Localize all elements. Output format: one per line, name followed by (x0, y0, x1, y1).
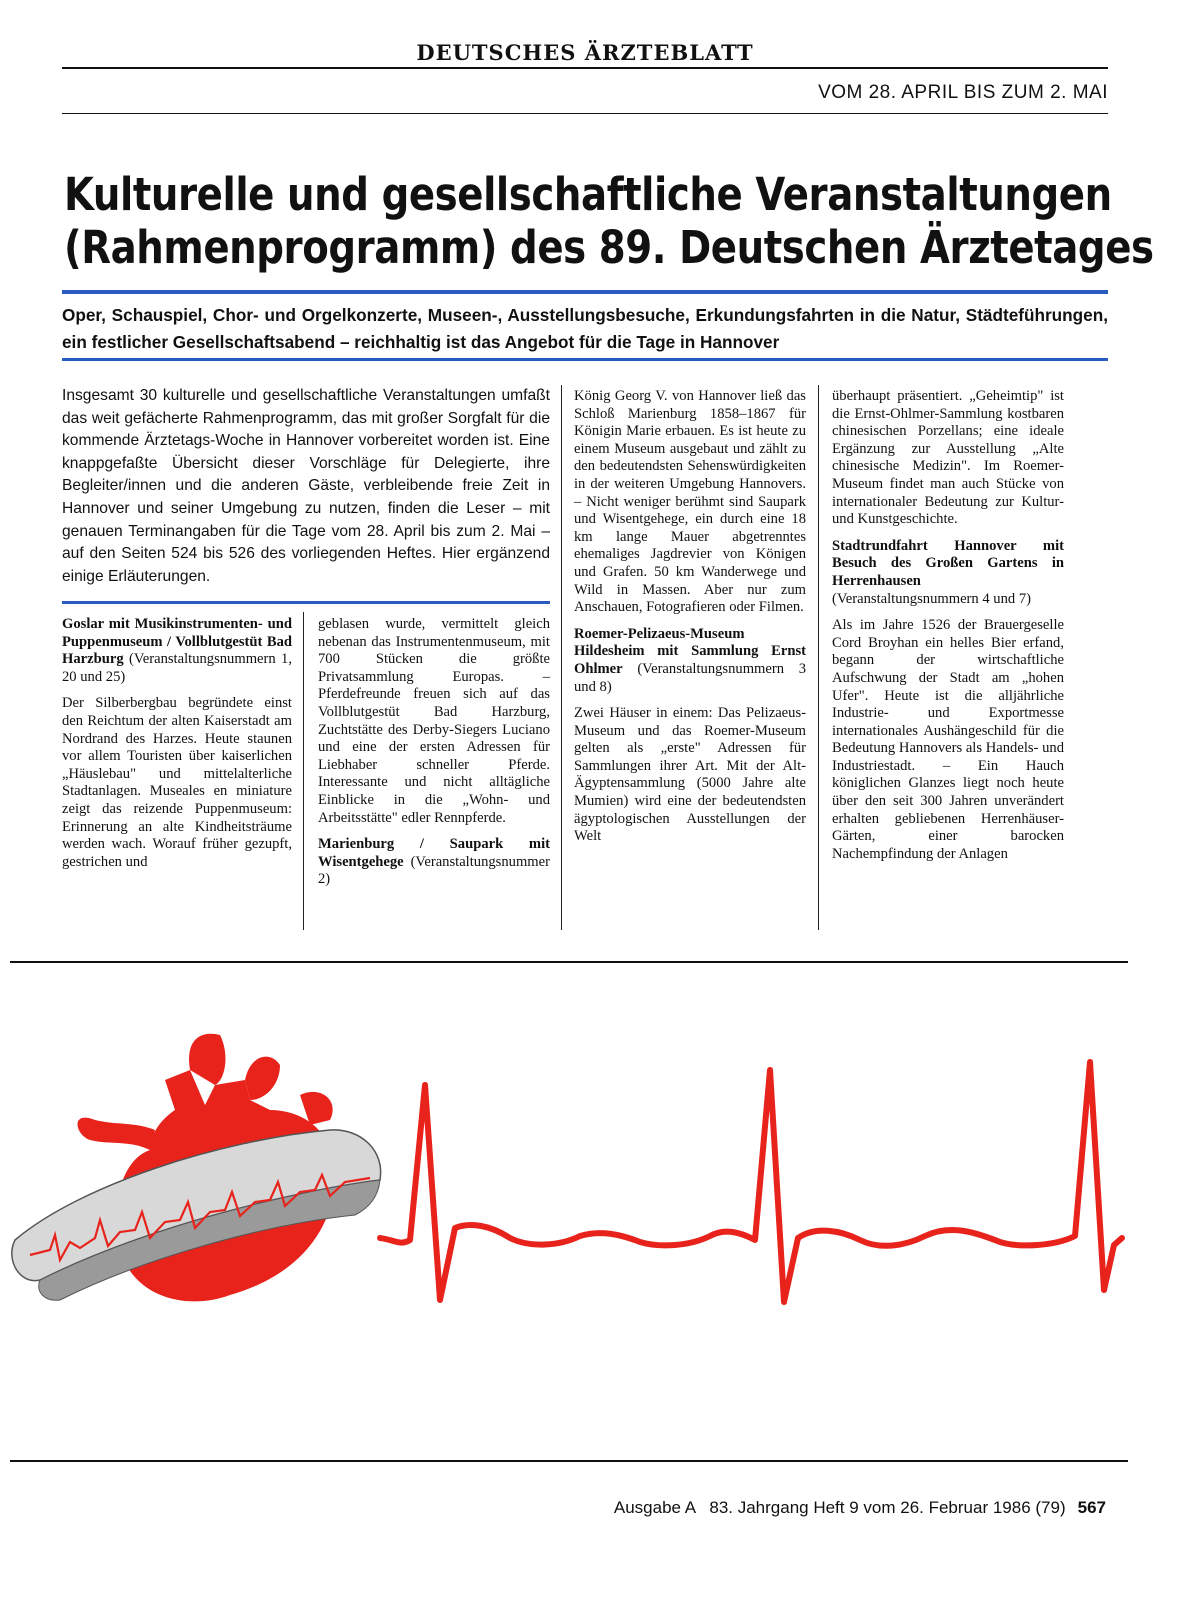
page-number: 567 (1077, 1498, 1106, 1517)
section-note: (Veranstaltungsnummer 2) (318, 853, 550, 888)
section-goslar (62, 616, 292, 686)
column-divider (561, 385, 562, 930)
illustration-bottom-rule (10, 1460, 1128, 1462)
section-marienburg (318, 836, 550, 889)
illustration-top-rule (10, 961, 1128, 963)
column-4 (832, 388, 1064, 872)
title-rule (62, 290, 1108, 294)
section-heading: Stadtrundfahrt Hannover mit Besuch des Großen Gartens in Herrenhausen (832, 537, 1064, 589)
intro-rule (62, 601, 550, 604)
paragraph: überhaupt präsentiert. „Geheimtip" ist die Ernst-Ohlmer-Sammlung kostbaren chinesischen Porzellans; eine ideale Ergänzung zur Ausstellung „Alte chinesische Medizin". Im Roemer-Museum findet man auch Stücke von internationaler Bedeutung zur Kultur- und Kunstgeschichte. (832, 388, 1064, 528)
section-note: (Veranstaltungsnummern 3 und 8) (574, 660, 806, 695)
section-roemer (574, 626, 806, 696)
column-3 (574, 388, 806, 855)
dateline-rule (62, 113, 1108, 114)
article-title (64, 168, 1154, 274)
ecg-line (380, 1062, 1122, 1302)
paragraph: Zwei Häuser in einem: Das Pelizaeus-Museum und das Roemer-Museum gelten als „erste" Adressen für Sammlungen ihrer Art. Mit der Alt-Ägyptensammlung (5000 Jahre alte Mumien) wird eine der bedeutendsten ägyptologischen Ausstellungen der Welt (574, 705, 806, 845)
dateline: VOM 28. APRIL BIS ZUM 2. MAI (818, 82, 1108, 103)
paragraph: geblasen wurde, vermittelt gleich nebenan das Instrumentenmuseum, mit 700 Stücken die größte Privatsammlung Europas. – Pferdefreunde freuen sich auf das Vollblutgestüt Bad Harzburg, Zuchtstätte des Derby-Siegers Luciano und eine der ersten Adressen für Liebhaber schneller Pferde. Interessante und nicht alltägliche Einblicke in die „Wohn- und Arbeitsstätte" edler Rennpferde. (318, 616, 550, 826)
edition-info: Ausgabe A 83. Jahrgang Heft 9 vom 26. Februar 1986 (79) (613, 1498, 1066, 1517)
subtitle-rule (62, 358, 1108, 361)
paragraph: Als im Jahre 1526 der Brauergeselle Cord Broyhan ein helles Bier erfand, begann der wirtschaftliche Aufschwung der Stadt am „hohen Ufer". Heute ist die alljährliche Industrie- und Exportmesse internationales Aushängeschild für die Bedeutung Hannovers als Handels- und Industriestadt. – Ein Hauch königlichen Glanzes liegt noch heute über den seit 300 Jahren unverändert erhalten gebliebenen Herrenhäuser-Gärten, einer barocken Nachempfindung der Anlagen (832, 617, 1064, 862)
section-heading: Roemer-Pelizaeus-Museum Hildesheim mit Sammlung Ernst Ohlmer (574, 625, 806, 677)
section-note: (Veranstaltungsnummern 1, 20 und 25) (62, 651, 292, 685)
section-heading: Marienburg / Saupark mit Wisentgehege (318, 836, 550, 870)
masthead: DEUTSCHES ÄRZTEBLATT (416, 40, 754, 65)
column-divider (303, 612, 304, 930)
section-heading: Goslar mit Musikinstrumenten- und Puppenmuseum / Vollblutgestüt Bad Harzburg (62, 616, 292, 668)
paragraph: Der Silberbergbau begründete einst den Reichtum der alten Kaiserstadt am Nordrand des Harzes. Heute staunen vor allem Touristen über kaiserlichen „Häuslebau" und mittelalterliche Stadtanlagen. Museales en miniature zeigt das reizende Puppenmuseum: Erinnerung an alte Kindheitsträume werden wach. Worauf früher gezupft, gestrichen und (62, 695, 292, 870)
section-note: (Veranstaltungsnummern 4 und 7) (832, 590, 1032, 607)
page-footer (614, 1498, 1106, 1518)
title-line-2: (Rahmenprogramm) des 89. Deutschen Ärztetages (64, 221, 1154, 274)
masthead-rule (62, 67, 1108, 69)
section-stadtrundfahrt (832, 538, 1064, 608)
column-divider (818, 385, 819, 930)
column-1 (62, 616, 292, 880)
heart-ecg-icon (0, 1010, 1178, 1370)
title-line-1: Kulturelle und gesellschaftliche Veranstaltungen (64, 168, 1112, 221)
paragraph: König Georg V. von Hannover ließ das Schloß Marienburg 1858–1867 für Königin Marie erbauen. Es ist heute zu einem Museum ausgebaut und zählt zu den bedeutendsten Sehenswürdigkeiten in der weiteren Umgebung Hannovers. – Nicht weniger berühmt sind Saupark und Wisentgehege, ein durch eine 18 km lange Mauer abgetrenntes ehemaliges Jagdrevier von Königen und Grafen. 50 km Wanderwege und Wild in Massen. Aber nur zum Anschauen, Fotografieren oder Filmen. (574, 388, 806, 616)
column-2 (318, 616, 550, 898)
article-subtitle: Oper, Schauspiel, Chor- und Orgelkonzerte, Museen-, Ausstellungsbesuche, Erkundungsfahrten in die Natur, Städteführungen, ein festlicher Gesellschaftsabend – reichhaltig ist das Angebot für die Tage in Hannover (62, 305, 1108, 352)
intro-paragraph: Insgesamt 30 kulturelle und gesellschaftliche Veranstaltungen umfaßt das weit gefächerte Rahmenprogramm, das mit großer Sorgfalt für die kommende Ärztetags-Woche in Hannover vorbereitet worden ist. Eine knappgefaßte Übersicht dieser Vorschläge für Delegierte, ihre Begleiter/innen und die anderen Gäste, verbleibende freie Zeit in Hannover und seiner Umgebung zu nutzen, finden die Leser – mit genauen Terminangaben für die Tage vom 28. April bis zum 2. Mai – auf den Seiten 524 bis 526 des vorliegenden Heftes. Hier ergänzend einige Erläuterungen. (62, 387, 550, 585)
